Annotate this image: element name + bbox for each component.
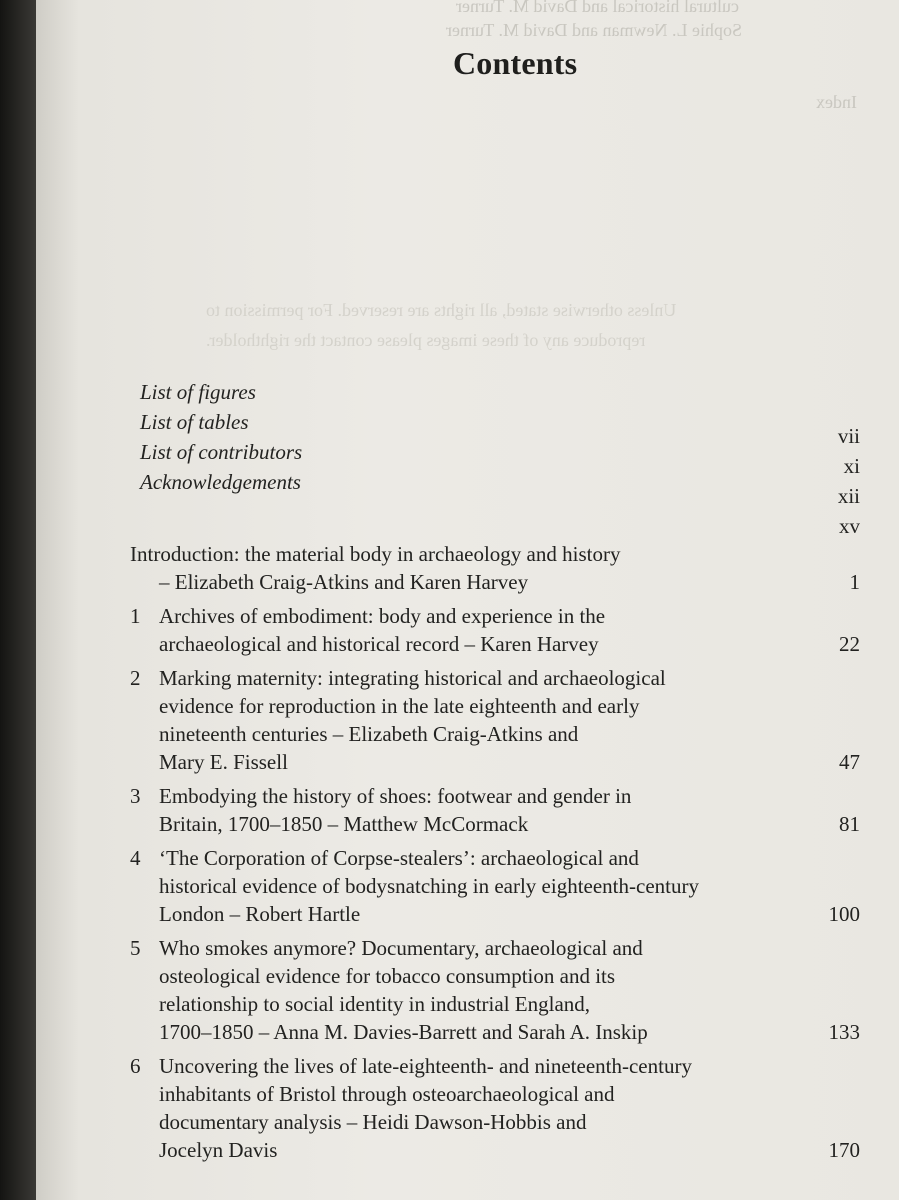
toc-entry-text: inhabitants of Bristol through osteoarchaeological and (159, 1082, 615, 1106)
toc-entry-text: historical evidence of bodysnatching in early eighteenth-century (159, 874, 699, 898)
toc-entry-line (130, 1136, 860, 1164)
toc-entry-text: relationship to social identity in industrial England, (159, 992, 591, 1016)
toc-entry-text: nineteenth centuries – Elizabeth Craig-Atkins and (159, 722, 579, 746)
bleed-through-line: cultural historical and David M. Turner (456, 0, 739, 16)
toc-entry-text: evidence for reproduction in the late eighteenth and early (159, 694, 640, 718)
front-matter-list (140, 380, 860, 538)
chapter-number: 4 (130, 846, 141, 870)
toc-page-number: 1 (849, 570, 860, 594)
chapter-number: 5 (130, 936, 141, 960)
toc-entry (130, 540, 860, 596)
front-matter-label: List of contributors (140, 440, 303, 464)
book-gutter (0, 0, 36, 1200)
toc-entry-text: Jocelyn Davis (159, 1138, 278, 1162)
toc-page-number: 170 (828, 1138, 860, 1162)
toc-entry-line (130, 692, 860, 720)
toc-entry-line (130, 990, 860, 1018)
toc-entry-text: – Elizabeth Craig-Atkins and Karen Harvey (159, 570, 529, 594)
toc-entry-line (130, 872, 860, 900)
toc-entry-text: Archives of embodiment: body and experience in the (159, 604, 606, 628)
toc-entry-line (130, 748, 860, 776)
toc-entry-line (130, 1080, 860, 1108)
toc-entry-text: osteological evidence for tobacco consumption and its (159, 964, 616, 988)
toc-entry-text: London – Robert Hartle (159, 902, 361, 926)
front-matter-page: vii (837, 424, 860, 448)
front-matter-label: Acknowledgements (140, 470, 301, 494)
bleed-through-line: Index (816, 92, 857, 112)
bleed-through-line: Unless otherwise stated, all rights are reserved. For permission to (206, 300, 677, 320)
toc-entry-text: Uncovering the lives of late-eighteenth- and nineteenth-century (159, 1054, 692, 1078)
toc-entry-text: archaeological and historical record – Karen Harvey (159, 632, 599, 656)
toc-entry-line (130, 782, 860, 810)
toc-entry-line (130, 844, 860, 872)
toc-entry-line (130, 1108, 860, 1136)
toc-entry-line (130, 664, 860, 692)
toc-entry (130, 602, 860, 658)
chapter-list (130, 540, 860, 1170)
chapter-number: 1 (130, 604, 141, 628)
toc-entry (130, 844, 860, 928)
toc-entry-line (130, 962, 860, 990)
front-matter-item (140, 410, 860, 448)
front-matter-item (140, 380, 860, 410)
toc-entry-line (130, 1018, 860, 1046)
toc-entry-line (130, 630, 860, 658)
chapter-number: 2 (130, 666, 141, 690)
toc-page-number: 22 (839, 632, 860, 656)
toc-entry-text: documentary analysis – Heidi Dawson-Hobbis and (159, 1110, 587, 1134)
front-matter-page: xv (839, 514, 860, 538)
toc-entry-text: Introduction: the material body in archaeology and history (130, 542, 621, 566)
toc-entry (130, 664, 860, 776)
toc-entry-text: Britain, 1700–1850 – Matthew McCormack (159, 812, 529, 836)
toc-entry-text: ‘The Corporation of Corpse-stealers’: archaeological and (159, 846, 639, 870)
toc-entry (130, 1052, 860, 1164)
toc-entry (130, 934, 860, 1046)
front-matter-page: xii (837, 484, 860, 508)
toc-entry-line (130, 1052, 860, 1080)
bleed-through-line: reproduce any of these images please contact the rightholder. (206, 330, 646, 350)
front-matter-page: xi (843, 454, 860, 478)
front-matter-item (140, 440, 860, 478)
front-matter-item (140, 470, 860, 508)
toc-entry-line (130, 540, 860, 568)
front-matter-item (140, 500, 860, 538)
toc-entry-text: Embodying the history of shoes: footwear and gender in (159, 784, 632, 808)
bleed-through-line: Sophie L. Newman and David M. Turner (446, 20, 742, 40)
toc-entry (130, 782, 860, 838)
toc-page-number: 100 (828, 902, 860, 926)
toc-page-number: 133 (828, 1020, 860, 1044)
toc-entry-text: 1700–1850 – Anna M. Davies-Barrett and Sarah A. Inskip (159, 1020, 648, 1044)
toc-page-number: 81 (839, 812, 860, 836)
toc-entry-line (130, 900, 860, 928)
toc-page-number: 47 (839, 750, 860, 774)
toc-entry-text: Mary E. Fissell (159, 750, 288, 774)
toc-entry-line (130, 720, 860, 748)
front-matter-label: List of tables (140, 410, 249, 434)
front-matter-label: List of figures (140, 380, 256, 404)
toc-entry-line (130, 810, 860, 838)
page-title: Contents (453, 45, 578, 81)
toc-entry-text: Who smokes anymore? Documentary, archaeological and (159, 936, 643, 960)
book-page (36, 0, 899, 1200)
toc-entry-line (130, 602, 860, 630)
chapter-number: 3 (130, 784, 141, 808)
chapter-number: 6 (130, 1054, 141, 1078)
toc-entry-text: Marking maternity: integrating historical and archaeological (159, 666, 666, 690)
toc-entry-line (130, 568, 860, 596)
toc-entry-line (130, 934, 860, 962)
